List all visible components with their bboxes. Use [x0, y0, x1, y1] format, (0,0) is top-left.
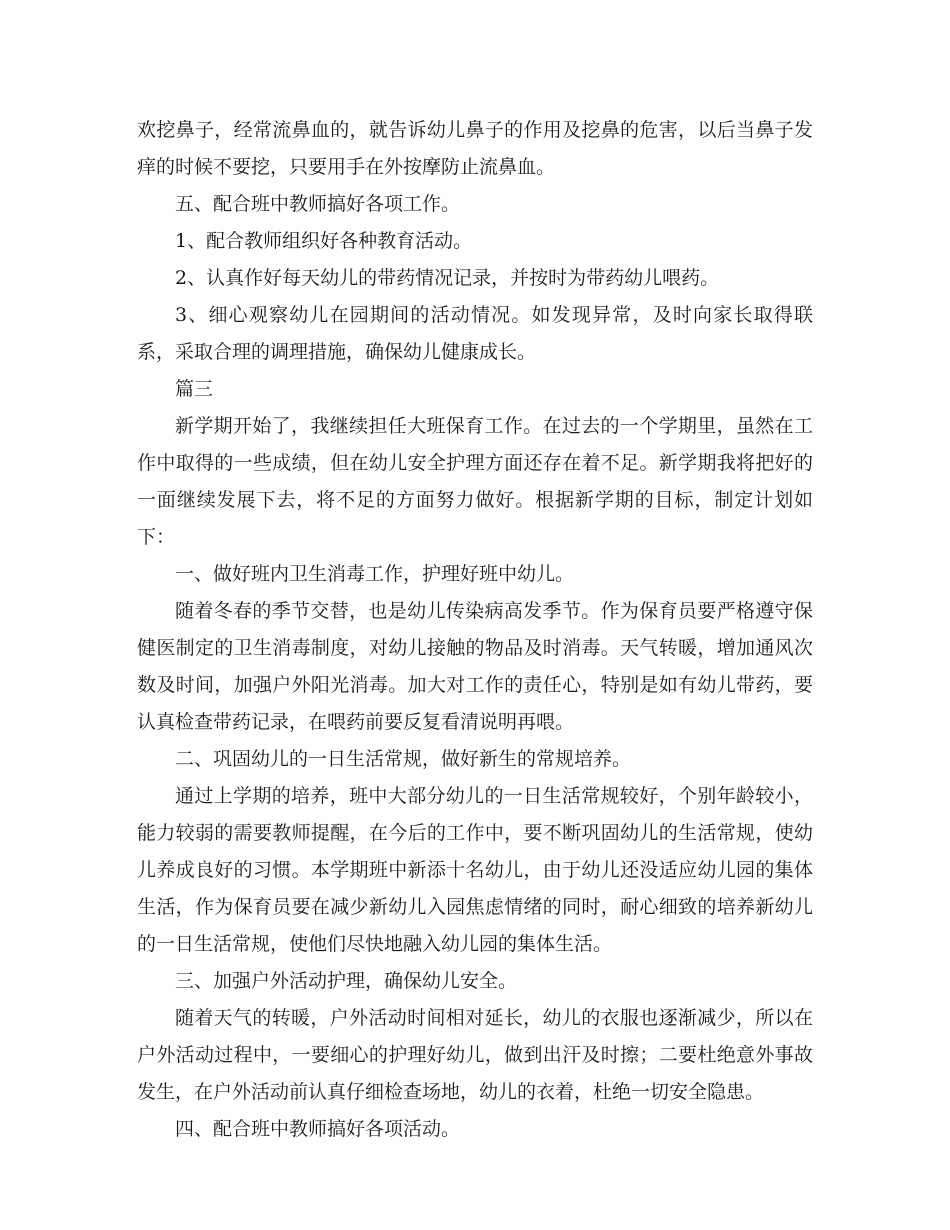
list-item-2: 2、认真作好每天幼儿的带药情况记录，并按时为带药幼儿喂药。 — [175, 267, 720, 289]
intro-paragraph: 新学期开始了，我继续担任大班保育工作。在过去的一个学期里，虽然在工作中取得的一些成绩，但在幼儿安全护理方面还存在着不足。新学期我将把好的一面继续发展下去，将不足的方面努力做好。根据新学期的目标，制定计划如下： — [137, 415, 813, 548]
section-body-2: 通过上学期的培养，班中大部分幼儿的一日生活常规较好，个别年龄较小，能力较弱的需要教师提醒，在今后的工作中，要不断巩固幼儿的生活常规，使幼儿养成良好的习惯。本学期班中新添十名幼儿，由于幼儿还没适应幼儿园的集体生活，作为保育员要在减少新幼儿入园焦虑情绪的同时，耐心细致的培养新幼儿的一日生活常规，使他们尽快地融入幼儿园的集体生活。 — [137, 785, 813, 955]
paragraph-continuation: 欢挖鼻子，经常流鼻血的，就告诉幼儿鼻子的作用及挖鼻的危害，以后当鼻子发痒的时候不要挖，只要用手在外按摩防止流鼻血。 — [137, 119, 813, 178]
section-heading-2: 二、巩固幼儿的一日生活常规，做好新生的常规培养。 — [175, 748, 632, 770]
section-heading-1: 一、做好班内卫生消毒工作，护理好班中幼儿。 — [175, 563, 575, 585]
section-heading-5: 五、配合班中教师搞好各项工作。 — [175, 193, 461, 215]
document-body — [137, 112, 813, 1148]
part-title: 篇三 — [175, 378, 214, 400]
section-body-3: 随着天气的转暖，户外活动时间相对延长，幼儿的衣服也逐渐减少，所以在户外活动过程中，一要细心的护理好幼儿，做到出汗及时擦；二要杜绝意外事故发生，在户外活动前认真仔细检查场地，幼儿的衣着，杜绝一切安全隐患。 — [137, 1007, 813, 1103]
section-body-1: 随着冬春的季节交替，也是幼儿传染病高发季节。作为保育员要严格遵守保健医制定的卫生消毒制度，对幼儿接触的物品及时消毒。天气转暖，增加通风次数及时间，加强户外阳光消毒。加大对工作的责任心，特别是如有幼儿带药，要认真检查带药记录，在喂药前要反复看清说明再喂。 — [137, 600, 813, 733]
section-heading-4: 四、配合班中教师搞好各项活动。 — [175, 1118, 461, 1140]
list-item-1: 1、配合教师组织好各种教育活动。 — [175, 230, 473, 252]
list-item-3: 3、细心观察幼儿在园期间的活动情况。如发现异常，及时向家长取得联系，采取合理的调理措施，确保幼儿健康成长。 — [137, 304, 813, 363]
section-heading-3: 三、加强户外活动护理，确保幼儿安全。 — [175, 970, 518, 992]
